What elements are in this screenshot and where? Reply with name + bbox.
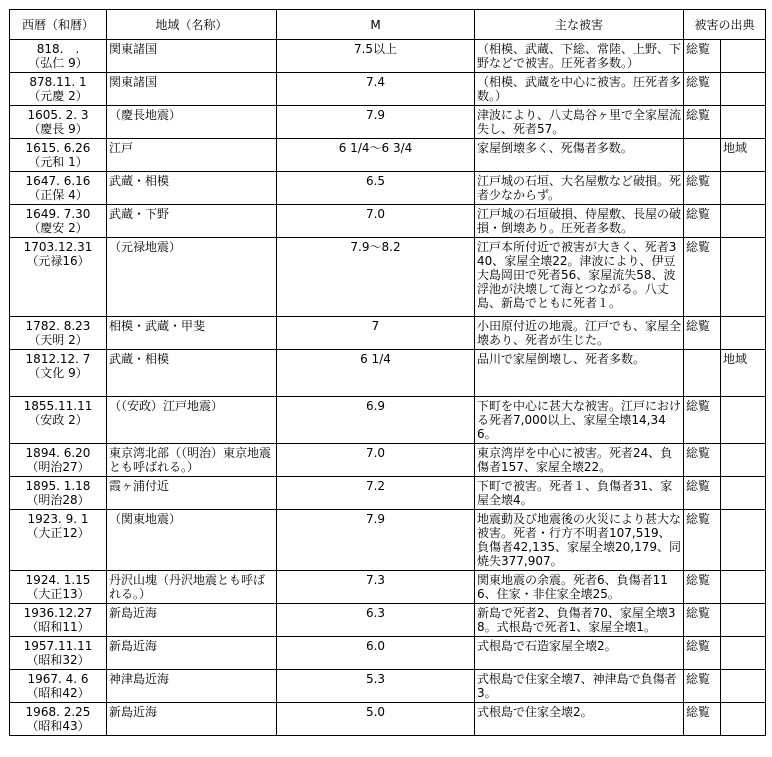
cell-source-chiiki	[721, 703, 766, 736]
table-row	[10, 350, 766, 397]
cell-year: 1924. 1.15 （大正13）	[10, 571, 107, 604]
cell-source-chiiki	[721, 397, 766, 444]
table-row	[10, 477, 766, 510]
cell-magnitude: 6.0	[277, 637, 475, 670]
cell-source-soran: 総覧	[684, 172, 721, 205]
table-row	[10, 444, 766, 477]
cell-damage: 地震動及び地震後の火災により甚大な被害。死者・行方不明者107,519、負傷者42,135、家屋全壊20,179、同焼失377,907。	[475, 510, 684, 571]
table-row	[10, 510, 766, 571]
cell-magnitude: 7.4	[277, 73, 475, 106]
cell-region: （元禄地震）	[107, 238, 277, 317]
cell-source-soran	[684, 139, 721, 172]
cell-region: （（安政）江戸地震）	[107, 397, 277, 444]
cell-region: （関東地震）	[107, 510, 277, 571]
table-row	[10, 172, 766, 205]
cell-year: 1923. 9. 1 （大正12）	[10, 510, 107, 571]
cell-year: 1895. 1.18 （明治28）	[10, 477, 107, 510]
cell-source-chiiki: 地域	[721, 139, 766, 172]
cell-source-chiiki	[721, 40, 766, 73]
cell-magnitude: 7.5以上	[277, 40, 475, 73]
cell-damage: 下町で被害。死者１、負傷者31、家屋全壊4。	[475, 477, 684, 510]
cell-magnitude: 6 1/4	[277, 350, 475, 397]
cell-source-soran: 総覧	[684, 317, 721, 350]
cell-region: 関東諸国	[107, 40, 277, 73]
table-row	[10, 670, 766, 703]
cell-damage: 小田原付近の地震。江戸でも、家屋全壊あり、死者が生じた。	[475, 317, 684, 350]
cell-year: 1605. 2. 3 （慶長 9）	[10, 106, 107, 139]
header-source: 被害の出典	[684, 10, 766, 40]
cell-source-chiiki	[721, 637, 766, 670]
header-magnitude: M	[277, 10, 475, 40]
cell-source-soran: 総覧	[684, 510, 721, 571]
cell-year: 1703.12.31 （元禄16）	[10, 238, 107, 317]
cell-damage: 江戸城の石垣破損、侍屋敷、長屋の破損・倒壊あり。圧死者多数。	[475, 205, 684, 238]
header-damage: 主な被害	[475, 10, 684, 40]
cell-damage: 下町を中心に甚大な被害。江戸における死者7,000以上、家屋全壊14,346。	[475, 397, 684, 444]
cell-year: 1647. 6.16 （正保 4）	[10, 172, 107, 205]
earthquake-table-container	[9, 9, 766, 736]
cell-damage: 関東地震の余震。死者6、負傷者116、住家・非住家全壊25。	[475, 571, 684, 604]
cell-source-chiiki	[721, 604, 766, 637]
cell-damage: 東京湾岸を中心に被害。死者24、負傷者157、家屋全壊22。	[475, 444, 684, 477]
cell-damage: 式根島で住家全壊7、神津島で負傷者3。	[475, 670, 684, 703]
cell-year: 878.11. 1 （元慶 2）	[10, 73, 107, 106]
table-row	[10, 637, 766, 670]
cell-region: 武蔵・下野	[107, 205, 277, 238]
table-row	[10, 604, 766, 637]
cell-damage: （相模、武蔵、下総、常陸、上野、下野などで被害。圧死者多数。）	[475, 40, 684, 73]
cell-year: 1936.12.27 （昭和11）	[10, 604, 107, 637]
cell-source-soran: 総覧	[684, 604, 721, 637]
table-row	[10, 106, 766, 139]
table-row	[10, 397, 766, 444]
cell-source-soran: 総覧	[684, 670, 721, 703]
cell-source-soran: 総覧	[684, 205, 721, 238]
cell-year: 1782. 8.23 （天明 2）	[10, 317, 107, 350]
cell-region: 江戸	[107, 139, 277, 172]
cell-damage: 品川で家屋倒壊し、死者多数。	[475, 350, 684, 397]
cell-year: 1894. 6.20 （明治27）	[10, 444, 107, 477]
cell-region: 新島近海	[107, 637, 277, 670]
cell-damage: 新島で死者2、負傷者70、家屋全壊38。式根島で死者1、家屋全壊1。	[475, 604, 684, 637]
cell-magnitude: 7.0	[277, 444, 475, 477]
cell-source-soran: 総覧	[684, 571, 721, 604]
cell-year: 1649. 7.30 （慶安 2）	[10, 205, 107, 238]
cell-source-soran: 総覧	[684, 73, 721, 106]
cell-region: 新島近海	[107, 604, 277, 637]
cell-source-chiiki	[721, 317, 766, 350]
cell-magnitude: 7.0	[277, 205, 475, 238]
cell-source-chiiki	[721, 670, 766, 703]
table-row	[10, 139, 766, 172]
cell-source-chiiki	[721, 73, 766, 106]
cell-magnitude: 6 1/4～6 3/4	[277, 139, 475, 172]
cell-source-chiiki	[721, 238, 766, 317]
header-year: 西暦（和暦）	[10, 10, 107, 40]
cell-year: 1957.11.11 （昭和32）	[10, 637, 107, 670]
cell-damage: 式根島で住家全壊2。	[475, 703, 684, 736]
cell-region: （慶長地震）	[107, 106, 277, 139]
cell-damage: 江戸本所付近で被害が大きく、死者340、家屋全壊22。津波により、伊豆大島岡田で死者56、家屋流失58、波浮池が決壊して海とつながる。八丈島、新島でともに死者１。	[475, 238, 684, 317]
cell-region: 相模・武蔵・甲斐	[107, 317, 277, 350]
cell-magnitude: 7	[277, 317, 475, 350]
cell-year: 1967. 4. 6 （昭和42）	[10, 670, 107, 703]
cell-source-chiiki	[721, 172, 766, 205]
table-row	[10, 703, 766, 736]
cell-source-soran: 総覧	[684, 444, 721, 477]
cell-source-chiiki	[721, 571, 766, 604]
cell-source-soran: 総覧	[684, 477, 721, 510]
table-row	[10, 238, 766, 317]
table-row	[10, 73, 766, 106]
table-row	[10, 40, 766, 73]
cell-magnitude: 5.3	[277, 670, 475, 703]
cell-year: 1812.12. 7 （文化 9）	[10, 350, 107, 397]
cell-damage: 江戸城の石垣、大名屋敷など破損。死者少なからず。	[475, 172, 684, 205]
table-header-row	[10, 10, 766, 40]
cell-source-soran	[684, 350, 721, 397]
cell-region: 東京湾北部（（明治）東京地震とも呼ばれる。）	[107, 444, 277, 477]
header-region: 地域（名称）	[107, 10, 277, 40]
cell-source-chiiki	[721, 106, 766, 139]
cell-year: 1968. 2.25 （昭和43）	[10, 703, 107, 736]
cell-damage: （相模、武蔵を中心に被害。圧死者多数。）	[475, 73, 684, 106]
earthquake-damage-table	[9, 9, 766, 736]
cell-source-soran: 総覧	[684, 397, 721, 444]
cell-source-chiiki: 地域	[721, 350, 766, 397]
cell-source-chiiki	[721, 205, 766, 238]
cell-year: 1855.11.11 （安政 2）	[10, 397, 107, 444]
cell-damage: 式根島で石造家屋全壊2。	[475, 637, 684, 670]
cell-source-soran: 総覧	[684, 106, 721, 139]
cell-magnitude: 5.0	[277, 703, 475, 736]
cell-damage: 津波により、八丈島谷ヶ里で全家屋流失し、死者57。	[475, 106, 684, 139]
cell-region: 武蔵・相模	[107, 172, 277, 205]
cell-magnitude: 6.9	[277, 397, 475, 444]
cell-region: 丹沢山塊（丹沢地震とも呼ばれる。）	[107, 571, 277, 604]
cell-magnitude: 7.2	[277, 477, 475, 510]
cell-region: 霞ヶ浦付近	[107, 477, 277, 510]
cell-source-soran: 総覧	[684, 238, 721, 317]
table-row	[10, 317, 766, 350]
cell-magnitude: 7.9	[277, 510, 475, 571]
cell-region: 関東諸国	[107, 73, 277, 106]
cell-source-chiiki	[721, 510, 766, 571]
table-row	[10, 205, 766, 238]
cell-magnitude: 7.3	[277, 571, 475, 604]
table-row	[10, 571, 766, 604]
cell-source-soran: 総覧	[684, 40, 721, 73]
cell-region: 新島近海	[107, 703, 277, 736]
cell-year: 818. . （弘仁 9）	[10, 40, 107, 73]
cell-source-soran: 総覧	[684, 703, 721, 736]
cell-magnitude: 6.3	[277, 604, 475, 637]
cell-source-soran: 総覧	[684, 637, 721, 670]
cell-region: 武蔵・相模	[107, 350, 277, 397]
cell-damage: 家屋倒壊多く、死傷者多数。	[475, 139, 684, 172]
cell-magnitude: 7.9	[277, 106, 475, 139]
cell-source-chiiki	[721, 477, 766, 510]
cell-magnitude: 6.5	[277, 172, 475, 205]
cell-region: 神津島近海	[107, 670, 277, 703]
cell-magnitude: 7.9～8.2	[277, 238, 475, 317]
cell-source-chiiki	[721, 444, 766, 477]
cell-year: 1615. 6.26 （元和 1）	[10, 139, 107, 172]
